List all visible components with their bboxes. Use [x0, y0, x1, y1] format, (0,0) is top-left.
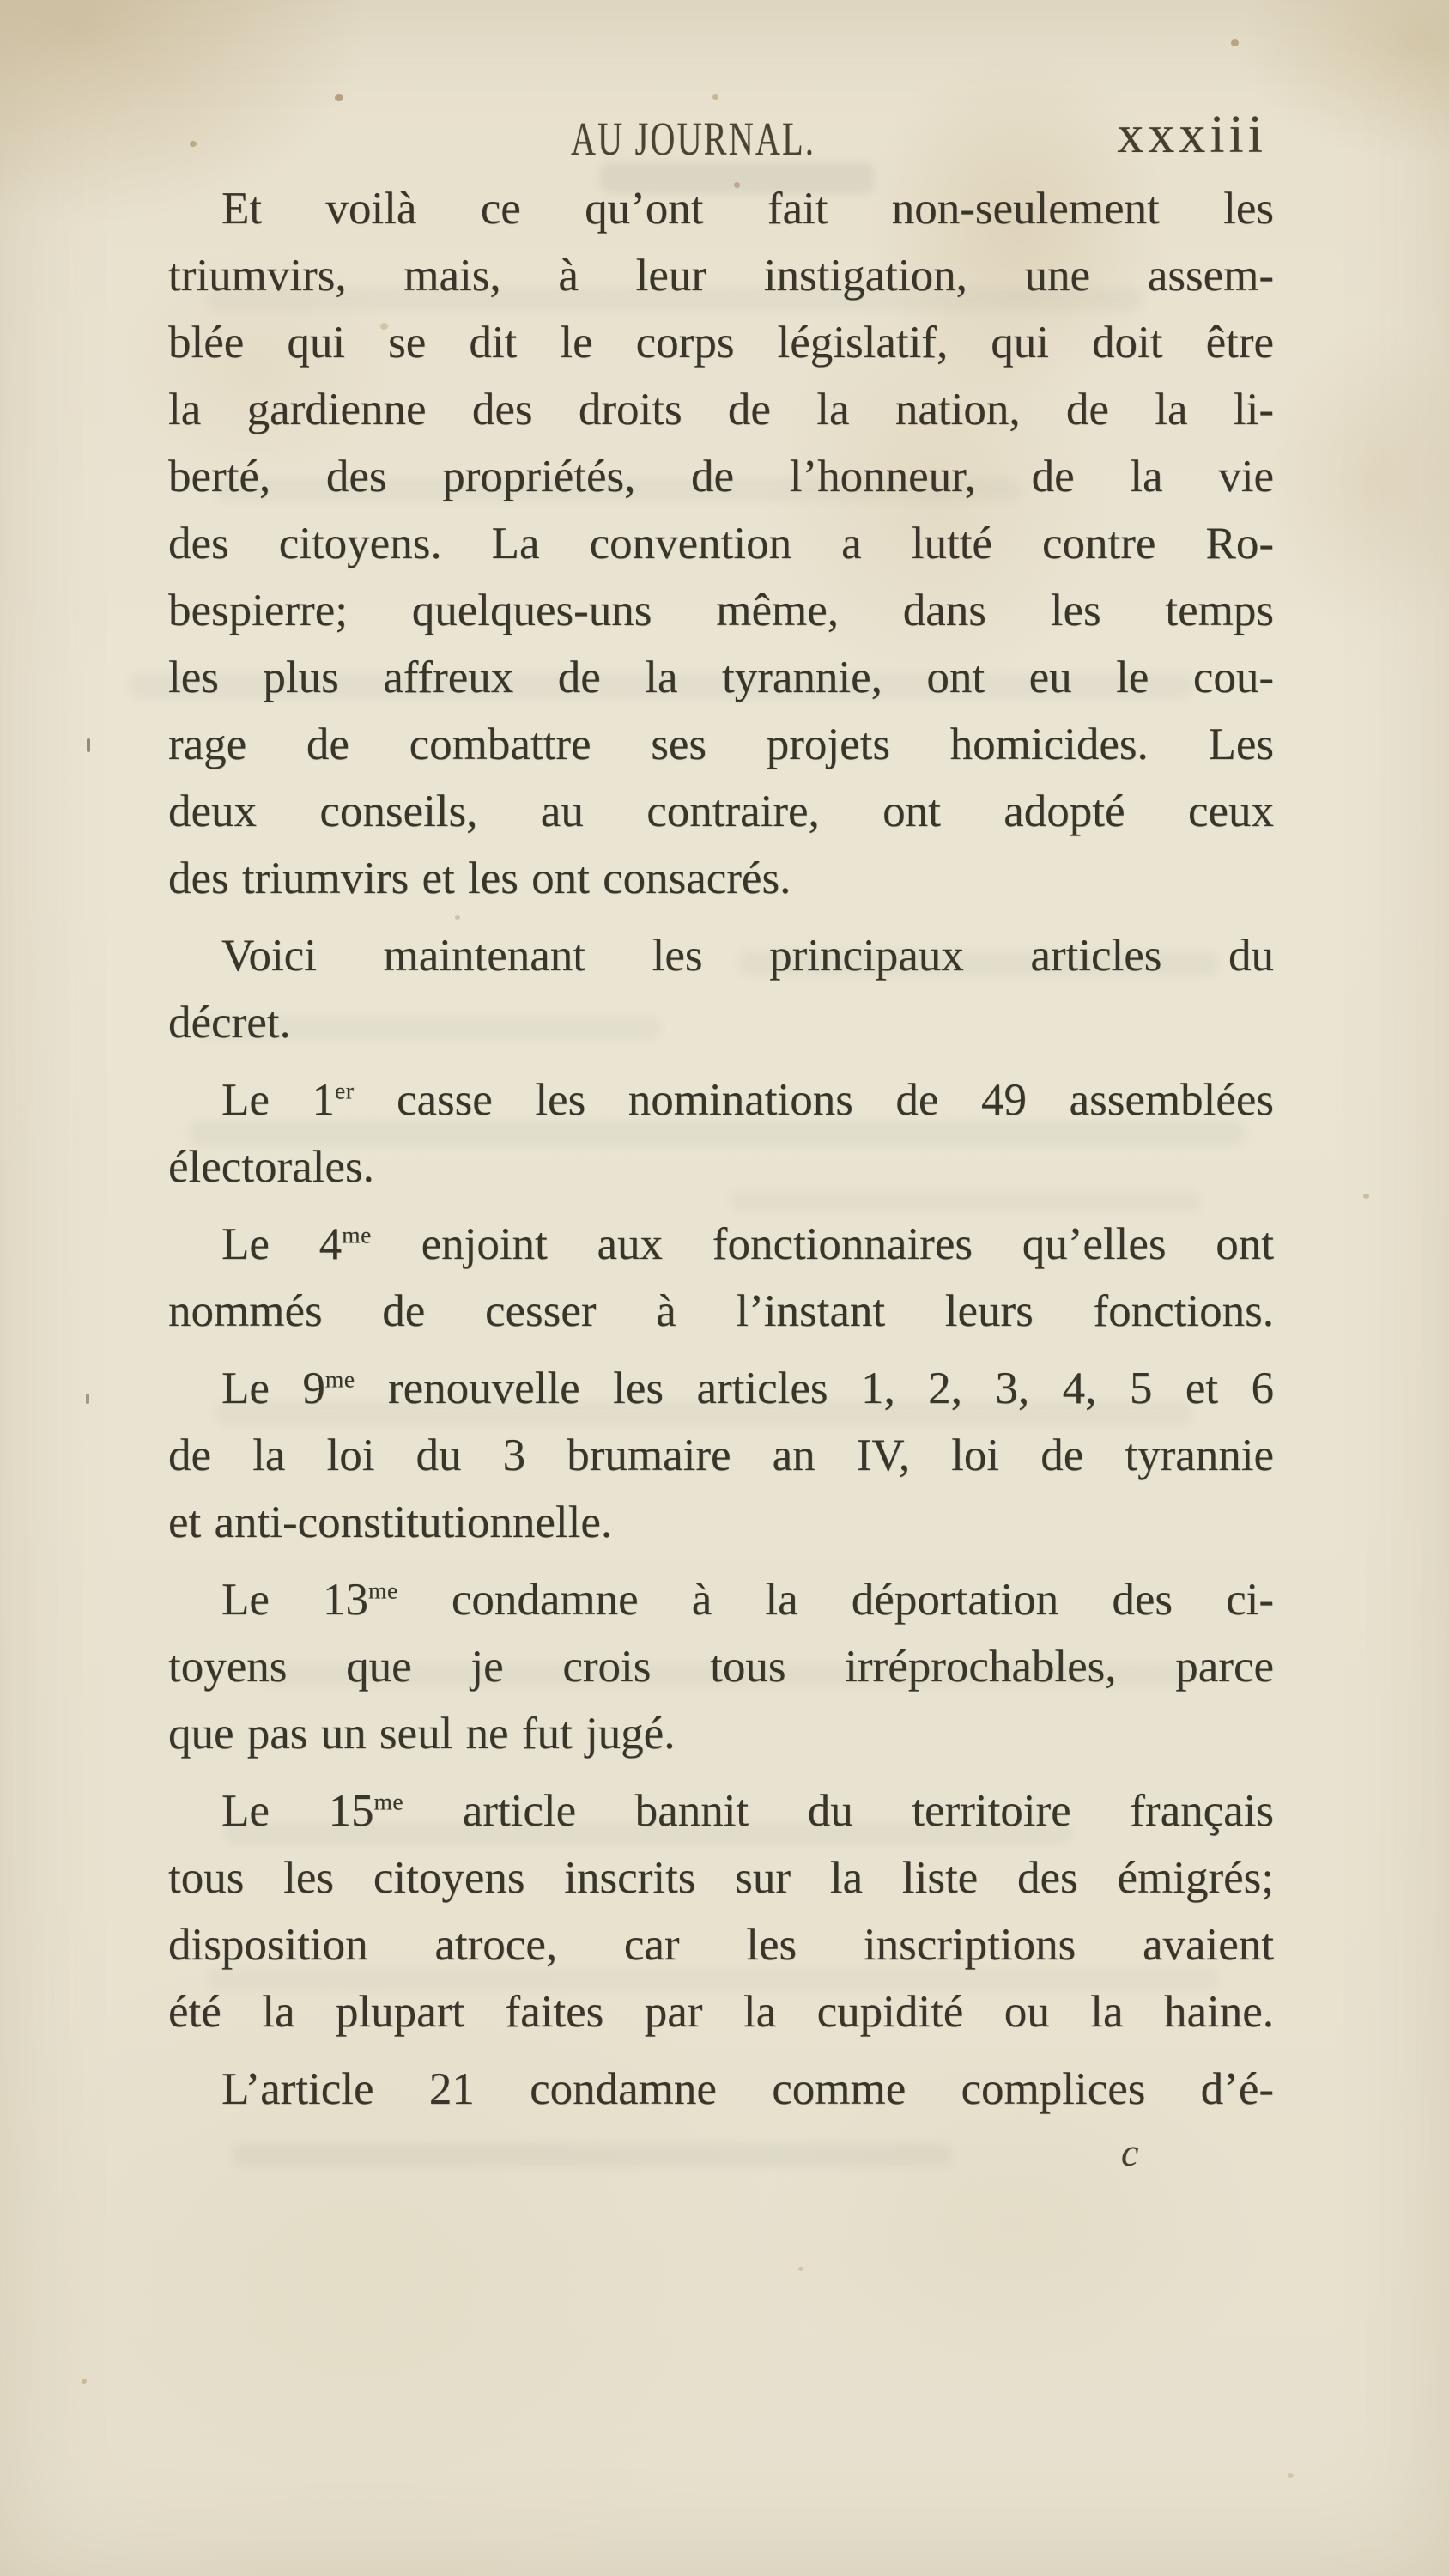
text-line: de la loi du 3 brumaire an IV, loi de tyrannie: [168, 1431, 1274, 1480]
ordinal-superscript: me: [324, 1365, 355, 1393]
text-line: et anti-constitutionnelle.: [168, 1498, 613, 1547]
foxing-speck: [1288, 2473, 1294, 2478]
text-line: berté, des propriétés, de l’honneur, de la vie: [168, 452, 1274, 501]
page-text-block: [168, 175, 1274, 2123]
paragraph: [168, 1777, 1274, 2045]
ordinal-superscript: me: [373, 1788, 404, 1815]
text-line: des triumvirs et les ont consacrés.: [168, 854, 791, 903]
text-line: triumvirs, mais, à leur instigation, une assem-: [168, 251, 1274, 301]
running-title: AU JOURNAL.: [571, 112, 816, 165]
foxing-speck: [190, 141, 197, 147]
text-line: Le $13^{me}$ condamne à la déportation des ci-: [221, 1575, 1274, 1625]
text-line: les plus affreux de la tyrannie, ont eu le cou-: [168, 653, 1274, 702]
paragraph: [168, 1355, 1274, 1556]
text-line: Le $15^{me}$ article bannit du territoire français: [221, 1786, 1274, 1836]
margin-ink-mark: [86, 1394, 89, 1404]
ordinal-superscript: er: [334, 1077, 355, 1104]
text-line: L’article 21 condamne comme complices d’é-: [221, 2064, 1274, 2114]
foxing-speck: [712, 94, 718, 100]
text-line: Le 1er casse les nominations de 49 assemblées: [221, 1075, 1274, 1125]
foxing-speck: [1363, 1194, 1369, 1199]
text-line: deux conseils, au contraire, ont adopté ceux: [168, 787, 1274, 836]
paragraph: [168, 1566, 1274, 1767]
showthrough-smudge: [232, 2143, 953, 2167]
ordinal-superscript: me: [342, 1221, 372, 1249]
signature-mark: c: [1121, 2130, 1139, 2174]
text-line: été la plupart faites par la cupidité ou la haine.: [168, 1987, 1274, 2037]
paragraph: [168, 2056, 1274, 2123]
foxing-speck: [1231, 39, 1239, 46]
foxing-speck: [798, 2267, 803, 2271]
paragraph: [168, 1211, 1274, 1345]
foxing-speck: [335, 94, 343, 101]
text-line: blée qui se dit le corps législatif, qui doit être: [168, 318, 1274, 368]
text-line: Le $4^{me}$ enjoint aux fonctionnaires qu’elles ont: [221, 1219, 1274, 1269]
paragraph: [168, 922, 1274, 1056]
paragraph: [168, 175, 1274, 912]
text-line: Le $9^{me}$ renouvelle les articles 1, 2, 3, 4, 5 et 6: [221, 1364, 1274, 1413]
text-line: Et voilà ce qu’ont fait non-seulement les: [221, 184, 1274, 234]
text-line: Voici maintenant les principaux articles du: [221, 931, 1274, 981]
foxing-speck: [82, 2379, 87, 2384]
text-line: nommés de cesser à l’instant leurs fonctions.: [168, 1286, 1274, 1336]
ordinal-superscript: me: [368, 1577, 398, 1604]
text-line: disposition atroce, car les inscriptions avaient: [168, 1920, 1274, 1970]
text-line: que pas un seul ne fut jugé.: [168, 1709, 676, 1759]
text-line: décret.: [168, 998, 291, 1048]
page-number: xxxiii: [1117, 106, 1267, 164]
text-line: bespierre; quelques-uns même, dans les temps: [168, 586, 1274, 635]
text-line: électorales.: [168, 1142, 374, 1192]
text-line: des citoyens. La convention a lutté contre Ro-: [168, 519, 1274, 568]
margin-ink-mark: [87, 738, 90, 752]
text-line: toyens que je crois tous irréprochables, parce: [168, 1642, 1274, 1692]
text-line: tous les citoyens inscrits sur la liste des émigrés;: [168, 1853, 1274, 1903]
text-line: la gardienne des droits de la nation, de la li-: [168, 385, 1274, 434]
text-line: rage de combattre ses projets homicides. Les: [168, 720, 1274, 769]
paragraph: [168, 1066, 1274, 1200]
